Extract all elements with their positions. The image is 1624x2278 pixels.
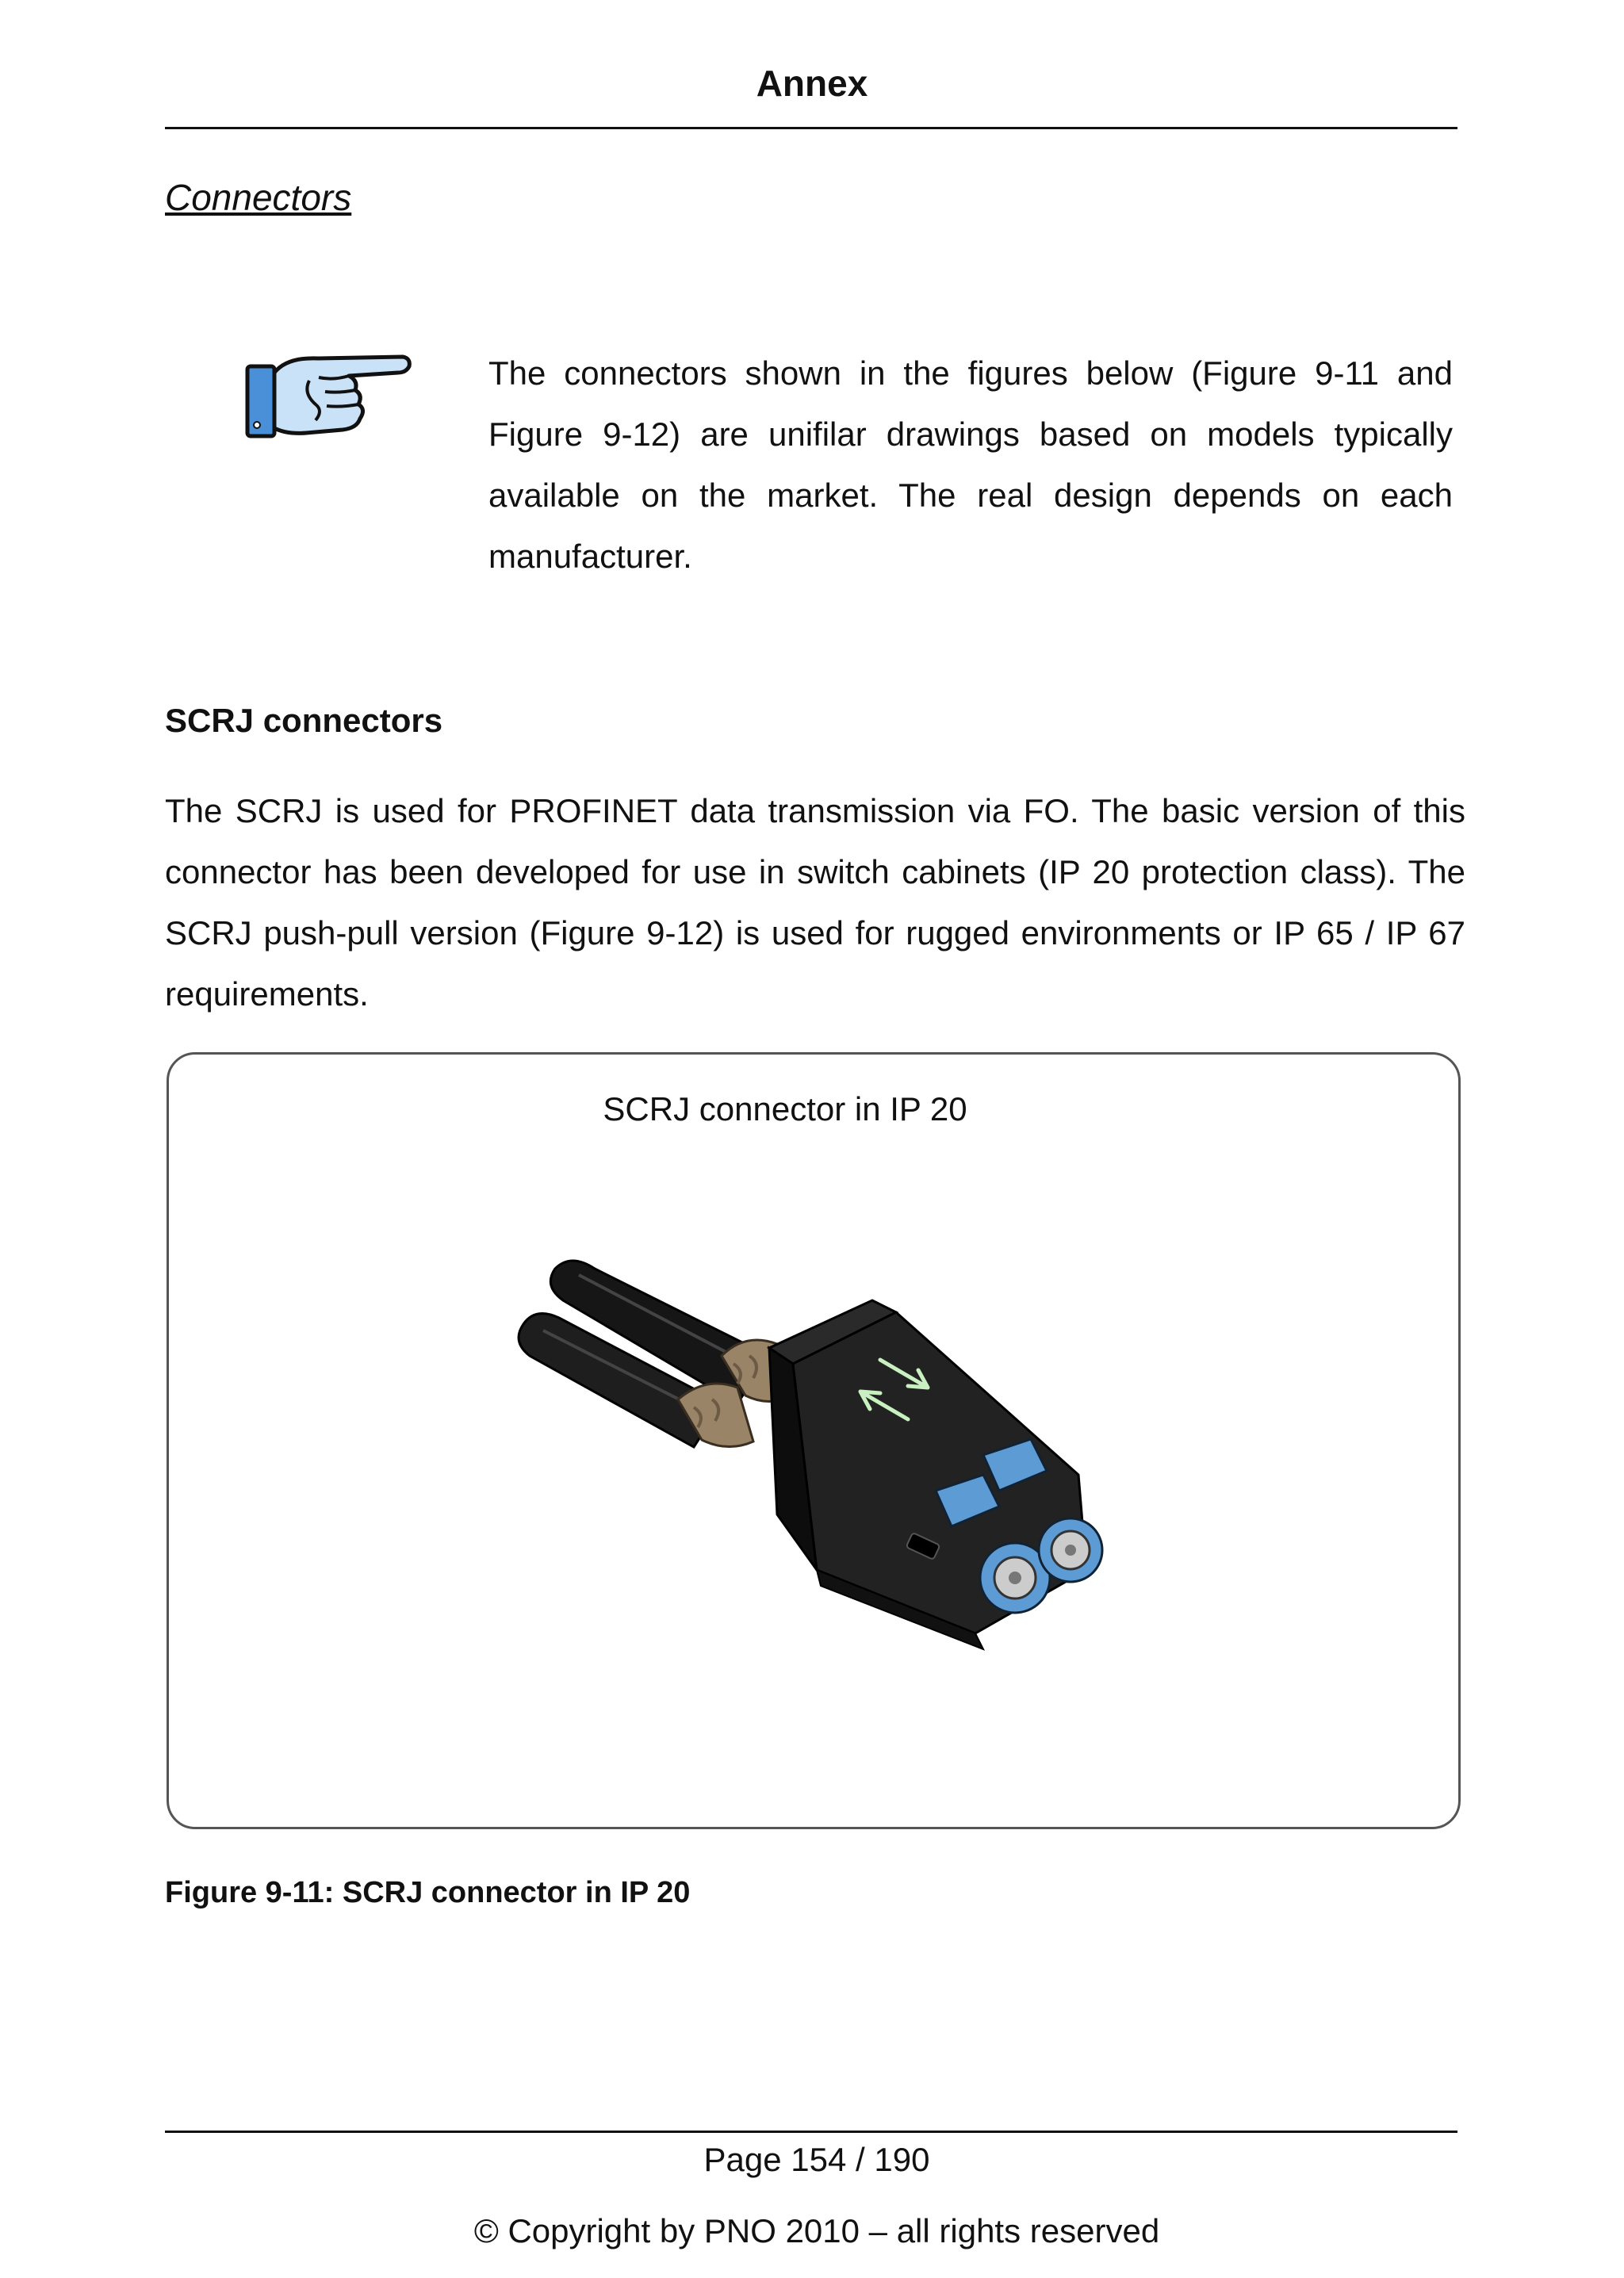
copyright-notice: © Copyright by PNO 2010 – all rights reserved [473, 2212, 1160, 2249]
scrj-heading: SCRJ connectors [165, 702, 443, 739]
page-header-title: Annex [756, 63, 868, 104]
scrj-paragraph: The SCRJ is used for PROFINET data transmission via FO. The basic version of this connector has been developed for use in switch cabinets (IP 20 protection class). The SCRJ push-pull version (Figure 9-12) is used for rugged environments or IP 65 / IP 67 requirements. [165, 792, 1465, 1013]
section-title: Connectors [165, 177, 352, 218]
pointing-hand-icon [239, 349, 414, 444]
page-number: Page 154 / 190 [703, 2141, 930, 2178]
note-text: The connectors shown in the figures below (Figure 9-11 and Figure 9-12) are unifilar drawings based on models typically available on the market. The real design depends on each manufacturer. [488, 354, 1453, 575]
header-divider [165, 127, 1457, 129]
scrj-connector-illustration [508, 1237, 1126, 1681]
figure-caption: Figure 9-11: SCRJ connector in IP 20 [165, 1876, 691, 1909]
figure-box-title: SCRJ connector in IP 20 [603, 1090, 967, 1128]
footer-divider [165, 2131, 1457, 2133]
